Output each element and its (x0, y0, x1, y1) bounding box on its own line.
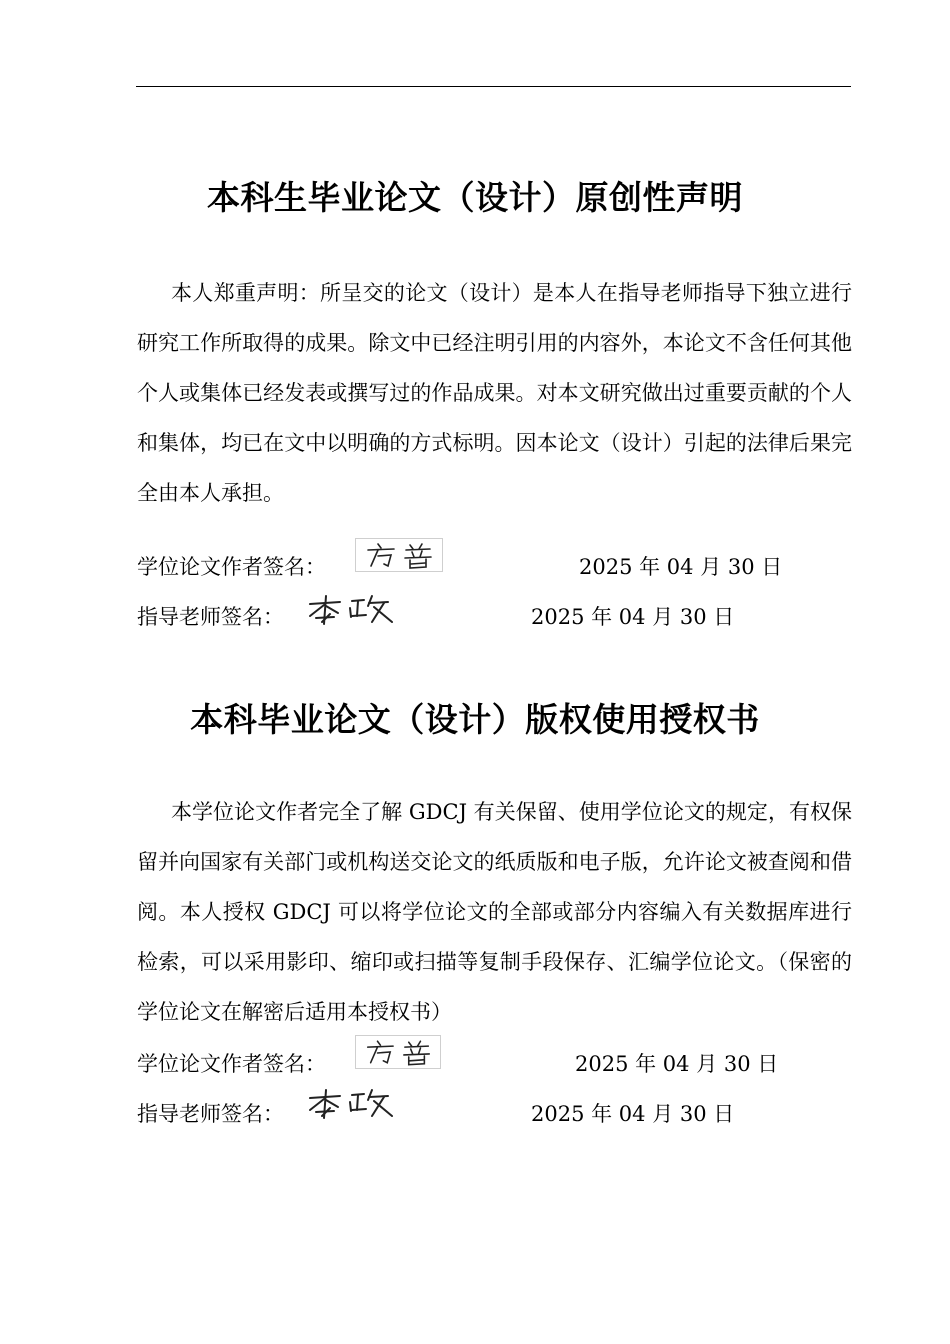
authorization-advisor-label: 指导老师签名： (137, 1102, 284, 1126)
declaration-title: 本科生毕业论文（设计）原创性声明 (207, 178, 743, 217)
handwritten-signature-fangpu (356, 1036, 440, 1068)
authorization-author-signature-image (355, 1035, 441, 1069)
declaration-author-signature-image (355, 538, 443, 572)
authorization-author-date: 2025 年 04 月 30 日 (575, 1052, 779, 1076)
authorization-author-label: 学位论文作者签名： (137, 1052, 326, 1076)
authorization-advisor-date: 2025 年 04 月 30 日 (531, 1102, 735, 1126)
handwritten-signature-lizheng (300, 1086, 400, 1122)
authorization-advisor-signature-image (300, 1086, 400, 1122)
declaration-paragraph: 本人郑重声明：所呈交的论文（设计）是本人在指导老师指导下独立进行研究工作所取得的成果。除文中已经注明引用的内容外，本论文不含任何其他个人或集体已经发表或撰写过的作品成果。对本文研究做出过重要贡献的个人和集体，均已在文中以明确的方式标明。因本论文（设计）引起的法律后果完全由本人承担。 (137, 281, 852, 505)
declaration-advisor-label: 指导老师签名： (137, 605, 284, 629)
handwritten-signature-fangpu (356, 539, 442, 571)
handwritten-signature-lizheng (300, 592, 400, 628)
declaration-advisor-signature-image (300, 592, 400, 628)
declaration-advisor-date: 2025 年 04 月 30 日 (531, 605, 735, 629)
header-rule (136, 86, 851, 87)
declaration-author-label: 学位论文作者签名： (137, 555, 326, 579)
authorization-title: 本科毕业论文（设计）版权使用授权书 (190, 700, 760, 739)
authorization-paragraph: 本学位论文作者完全了解 GDCJ 有关保留、使用学位论文的规定，有权保留并向国家有关部门或机构送交论文的纸质版和电子版，允许论文被查阅和借阅。本人授权 GDCJ 可以将学位论文的全部或部分内容编入有关数据库进行检索，可以采用影印、缩印或扫描等复制手段保存、汇编学位论文。（保密的学位论文在解密后适用本授权书） (137, 800, 852, 1024)
declaration-author-date: 2025 年 04 月 30 日 (579, 555, 783, 579)
